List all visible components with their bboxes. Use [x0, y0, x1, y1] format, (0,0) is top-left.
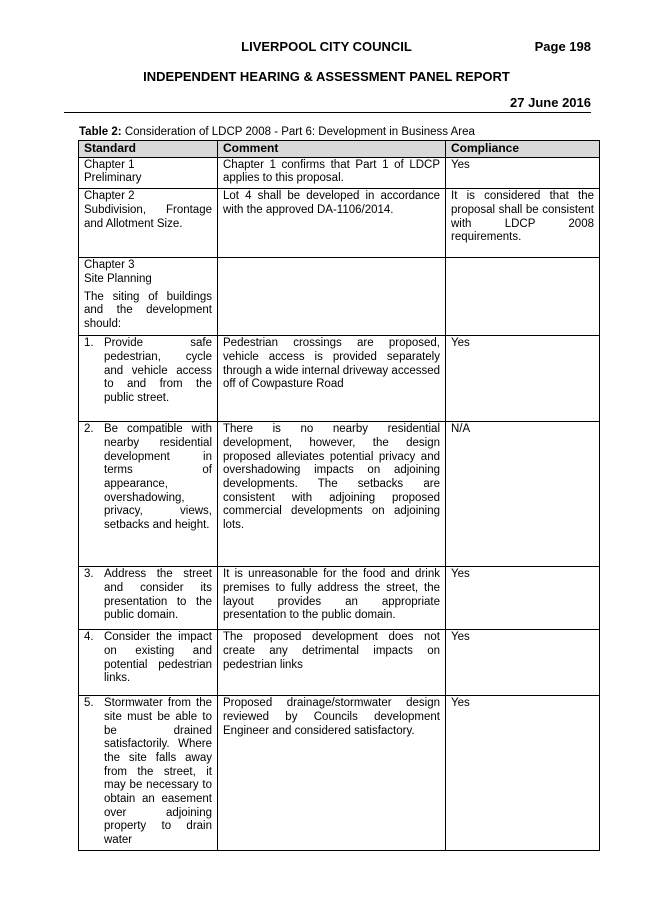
compliance-cell: Yes [446, 336, 600, 422]
item-number: 3. [84, 568, 94, 581]
table-row [79, 567, 600, 630]
council-name: LIVERPOOL CITY COUNCIL [241, 39, 412, 54]
list-item [84, 697, 212, 848]
comment-cell: Lot 4 shall be developed in accordance with the approved DA-1106/2014. [218, 189, 446, 258]
item-number: 4. [84, 631, 94, 644]
comment-cell: The proposed development does not create any detrimental impacts on pedestrian links [218, 630, 446, 696]
compliance-cell: Yes [446, 630, 600, 696]
list-item [84, 337, 212, 406]
standard-cell [79, 258, 218, 336]
list-item [84, 631, 212, 686]
table-row [79, 189, 600, 258]
table-row [79, 336, 600, 422]
comment-cell: There is no nearby residential development, however, the design proposed alleviates potential privacy and overshadowing impacts on adjoining developments. The setbacks are consistent with adjoining proposed commercial developments on adjoining lots. [218, 422, 446, 567]
table-row [79, 422, 600, 567]
item-text: Be compatible with nearby residential development in terms of appearance, overshadowing, privacy, views, setbacks and height. [104, 423, 212, 532]
standard-cell [79, 696, 218, 851]
standard-cell [79, 422, 218, 567]
column-header-comment: Comment [218, 141, 446, 158]
table-row [79, 258, 600, 336]
compliance-cell: It is considered that the proposal shall be consistent with LDCP 2008 requirements. [446, 189, 600, 258]
column-header-compliance: Compliance [446, 141, 600, 158]
column-header-standard: Standard [79, 141, 218, 158]
table-row [79, 630, 600, 696]
comment-cell [218, 258, 446, 336]
comment-cell: Chapter 1 confirms that Part 1 of LDCP applies to this proposal. [218, 157, 446, 188]
table-row [79, 157, 600, 188]
report-date: 27 June 2016 [510, 95, 591, 110]
chapter-note: The siting of buildings and the development should: [84, 290, 212, 330]
comment-cell: Pedestrian crossings are proposed, vehicle access is provided separately through a wide internal driveway accessed off of Cowpasture Road [218, 336, 446, 422]
item-text: Consider the impact on existing and potential pedestrian links. [104, 631, 212, 685]
chapter-number: Chapter 3 [84, 259, 135, 272]
standard-cell [79, 189, 218, 258]
chapter-title: Preliminary [84, 172, 142, 185]
compliance-cell: Yes [446, 696, 600, 851]
item-text: Address the street and consider its presentation to the public domain. [104, 568, 212, 622]
table-caption-text: Consideration of LDCP 2008 - Part 6: Development in Business Area [124, 126, 475, 138]
standard-cell [79, 336, 218, 422]
item-number: 5. [84, 697, 94, 710]
standard-cell [79, 157, 218, 188]
list-item [84, 568, 212, 623]
page-header [0, 0, 653, 112]
compliance-table [78, 140, 600, 851]
table-caption-label: Table 2: [79, 126, 122, 138]
chapter-number: Chapter 1 [84, 158, 135, 171]
table-caption [79, 125, 475, 139]
chapter-title: Site Planning [84, 272, 152, 285]
compliance-cell: N/A [446, 422, 600, 567]
item-number: 2. [84, 423, 94, 436]
header-rule [64, 112, 591, 113]
chapter-title: Subdivision, Frontage and Allotment Size. [84, 203, 212, 230]
chapter-number: Chapter 2 [84, 190, 135, 203]
page-number: Page 198 [534, 39, 591, 54]
report-title: INDEPENDENT HEARING & ASSESSMENT PANEL REPORT [143, 69, 510, 84]
table-header-row [79, 141, 600, 158]
comment-cell: Proposed drainage/stormwater design reviewed by Councils development Engineer and considered satisfactory. [218, 696, 446, 851]
item-number: 1. [84, 337, 94, 350]
standard-cell [79, 567, 218, 630]
compliance-cell: Yes [446, 157, 600, 188]
compliance-cell: Yes [446, 567, 600, 630]
compliance-cell [446, 258, 600, 336]
table-row [79, 696, 600, 851]
list-item [84, 423, 212, 533]
item-text: Provide safe pedestrian, cycle and vehicle access to and from the public street. [104, 337, 212, 404]
comment-cell: It is unreasonable for the food and drink premises to fully address the street, the layout provides an appropriate presentation to the public domain. [218, 567, 446, 630]
item-text: Stormwater from the site must be able to be drained satisfactorily. Where the site falls away from the street, it may be necessary to obtain an easement over adjoining property to drain water [104, 697, 212, 847]
standard-cell [79, 630, 218, 696]
